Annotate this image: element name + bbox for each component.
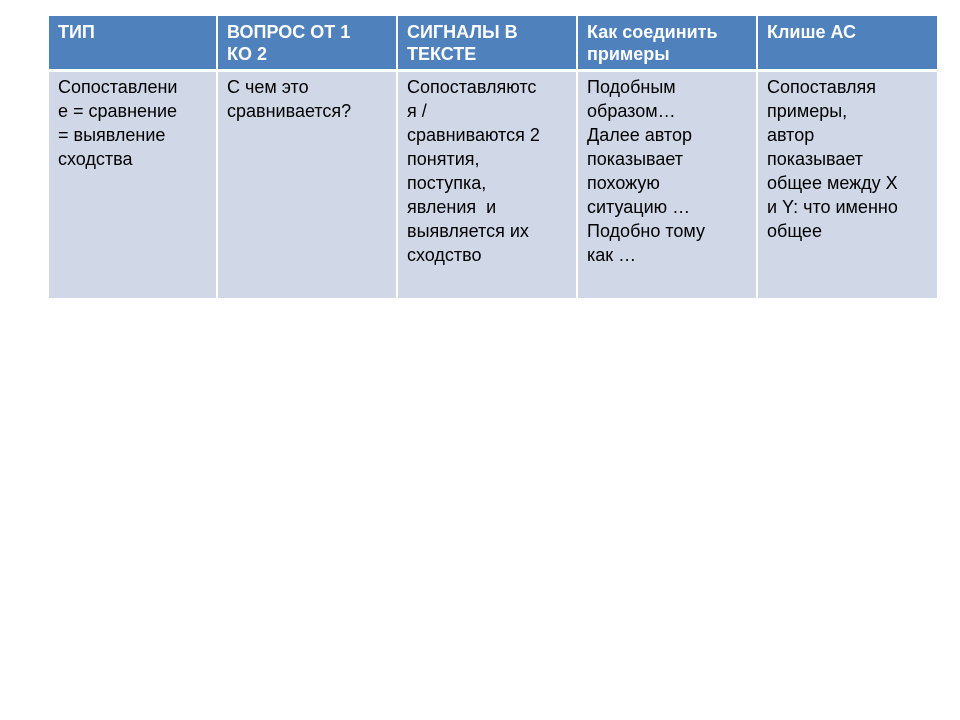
header-connect [577,16,757,71]
cell-signals [397,71,577,298]
cell-line: ситуацию … [587,197,691,217]
cell-line: Подобным [587,77,676,97]
cell-line: Сопоставлени [58,77,178,97]
header-connect-line: примеры [587,44,670,64]
header-type [49,16,217,71]
cell-line: выявляется их [407,221,529,241]
cell-line: показывает [767,149,864,169]
header-cliche-line: Клише АС [767,22,857,42]
header-cliche [757,16,937,71]
header-signals-line: ТЕКСТЕ [407,44,477,64]
table-header [49,16,937,71]
table-row [49,71,937,298]
cell-line: я / [407,101,427,121]
cell-cliche [757,71,937,298]
cell-type [49,71,217,298]
cell-line: общее между X [767,173,898,193]
cell-connect [577,71,757,298]
table-header-row [49,16,937,71]
header-question [217,16,397,71]
cell-line: С чем это [227,77,309,97]
cell-question [217,71,397,298]
header-question-line: ВОПРОС ОТ 1 [227,22,351,42]
cell-line: образом… [587,101,676,121]
cell-line: как … [587,245,637,265]
cell-line: сходства [58,149,133,169]
cell-line: сравниваются 2 [407,125,540,145]
header-signals [397,16,577,71]
header-signals-line: СИГНАЛЫ В [407,22,518,42]
cell-line: показывает [587,149,684,169]
cell-line: е = сравнение [58,101,178,121]
cell-line: явления и [407,197,497,217]
table-body [49,71,937,298]
cell-line: Далее автор [587,125,692,145]
header-question-line: КО 2 [227,44,267,64]
cell-line: понятия, [407,149,480,169]
cell-line: = выявление [58,125,166,145]
cell-line: Подобно тому [587,221,705,241]
cell-line: Сопоставляютс [407,77,537,97]
cell-line: похожую [587,173,660,193]
cell-line: сходство [407,245,482,265]
cell-line: Сопоставляя [767,77,876,97]
cell-line: сравнивается? [227,101,352,121]
comparison-table [49,16,937,298]
header-type-line: ТИП [58,22,95,42]
header-connect-line: Как соединить [587,22,718,42]
cell-line: общее [767,221,822,241]
cell-line: примеры, [767,101,848,121]
cell-line: автор [767,125,815,145]
cell-line: и Y: что именно [767,197,898,217]
cell-line: поступка, [407,173,487,193]
